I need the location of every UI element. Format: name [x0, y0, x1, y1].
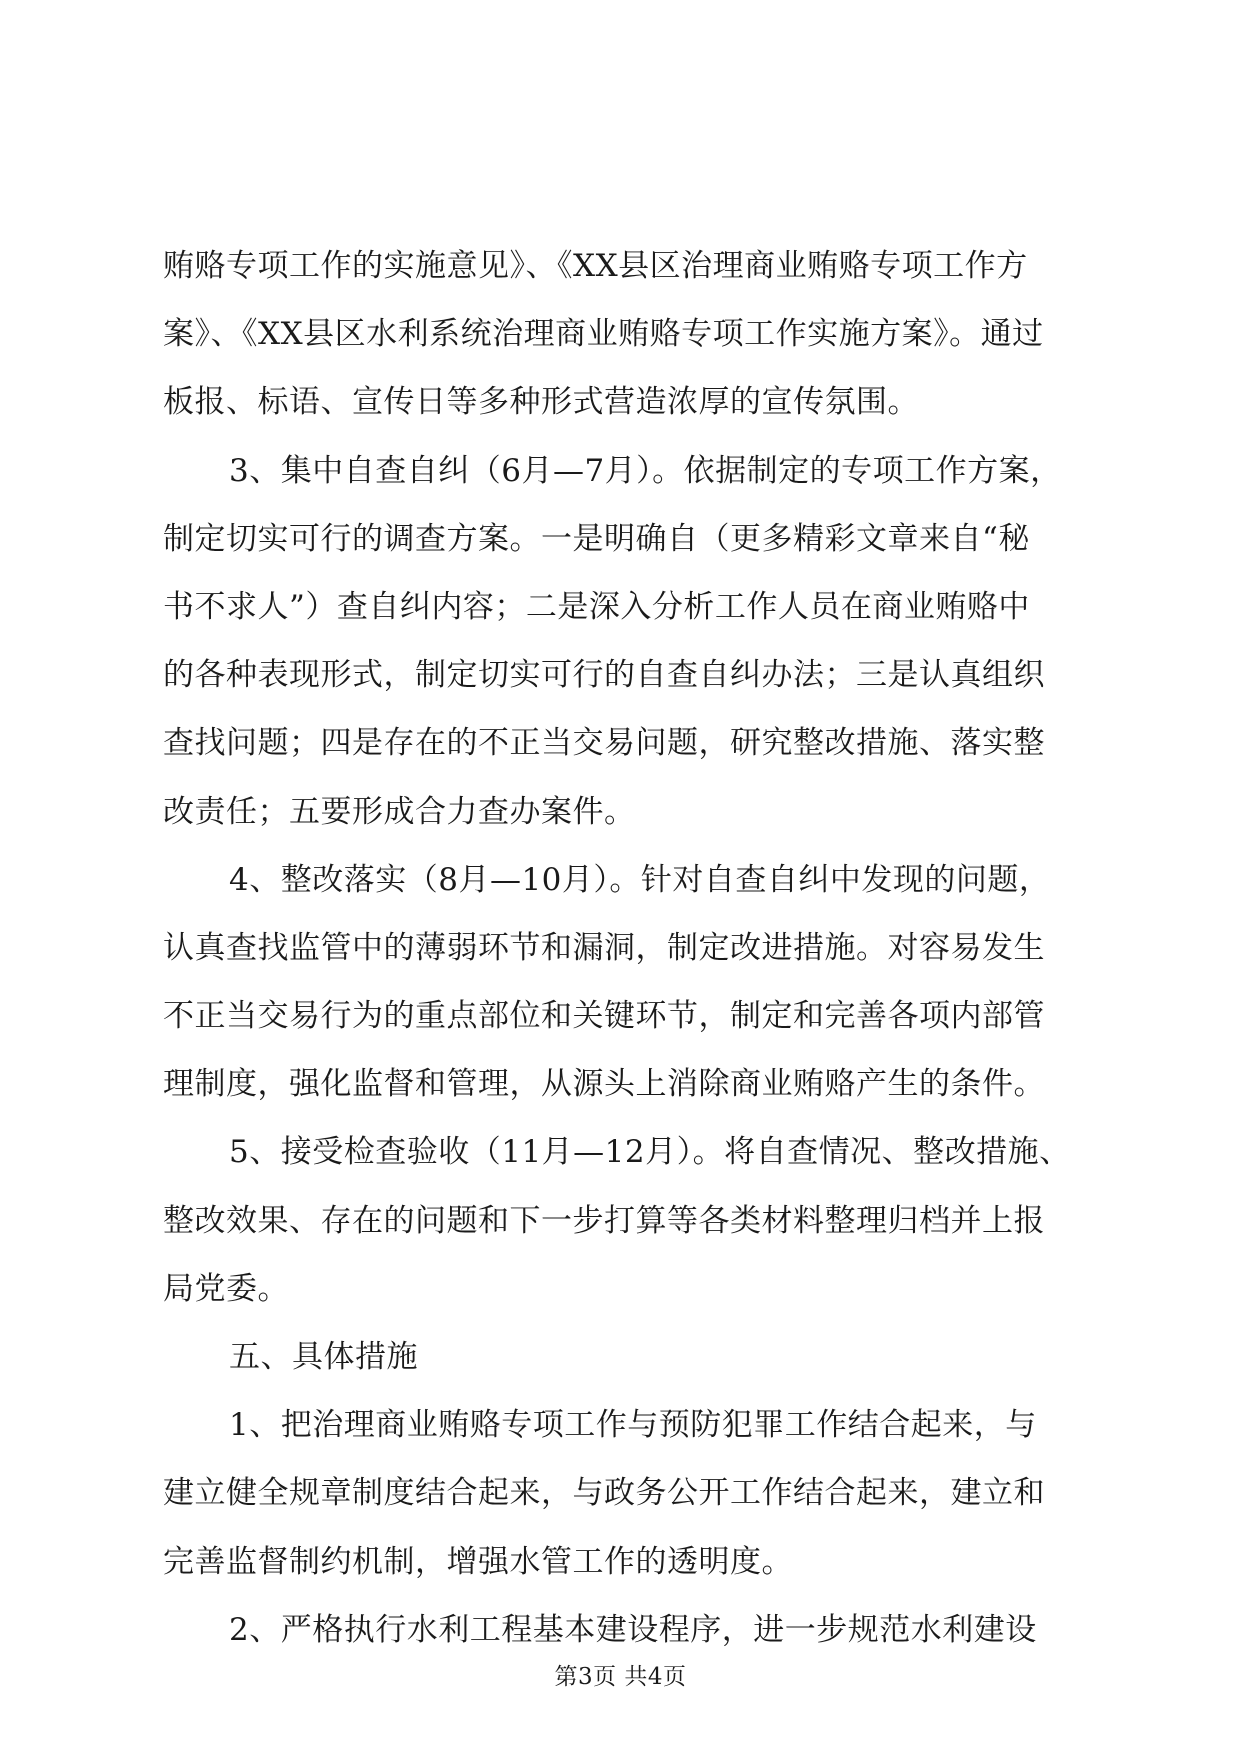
text-line: 理制度，强化监督和管理，从源头上消除商业贿赂产生的条件。: [163, 1066, 1045, 1103]
text-line: 改责任；五要形成合力查办案件。: [163, 793, 636, 830]
text-line: 查找问题；四是存在的不正当交易问题，研究整改措施、落实整: [163, 725, 1045, 762]
section-heading: 五、具体措施: [229, 1339, 418, 1375]
text-line: 整改效果、存在的问题和下一步打算等各类材料整理归档并上报: [163, 1202, 1045, 1239]
text-line: 3、集中自查自纠（6月—7月）。依据制定的专项工作方案，: [229, 452, 1062, 489]
text-line: 局党委。: [163, 1270, 289, 1307]
text-line: 完善监督制约机制，增强水管工作的透明度。: [163, 1543, 793, 1580]
text-line: 认真查找监管中的薄弱环节和漏洞，制定改进措施。对容易发生: [163, 929, 1045, 966]
document-body: [163, 232, 1093, 1664]
text-line: 的各种表现形式，制定切实可行的自查自纠办法；三是认真组织: [163, 657, 1045, 694]
text-line: 4、整改落实（8月—10月）。针对自查自纠中发现的问题，: [229, 861, 1051, 898]
text-line: 5、接受检查验收（11月—12月）。将自查情况、整改措施、: [229, 1134, 1071, 1171]
text-line: 2、严格执行水利工程基本建设程序，进一步规范水利建设: [229, 1611, 1037, 1648]
text-line: 板报、标语、宣传日等多种形式营造浓厚的宣传氛围。: [163, 384, 919, 421]
text-line: 不正当交易行为的重点部位和关键环节，制定和完善各项内部管: [163, 998, 1045, 1035]
text-line: 案》、《XX县区水利系统治理商业贿赂专项工作实施方案》。通过: [163, 316, 1044, 353]
text-line: 贿赂专项工作的实施意见》、《XX县区治理商业贿赂专项工作方: [163, 248, 1028, 284]
text-line: 制定切实可行的调查方案。一是明确自（更多精彩文章来自“秘: [163, 520, 1030, 557]
text-line: 书不求人”）查自纠内容；二是深入分析工作人员在商业贿赂中: [163, 588, 1030, 625]
page-number-footer: 第3页 共4页: [554, 1664, 687, 1690]
text-line: 建立健全规章制度结合起来，与政务公开工作结合起来，建立和: [163, 1475, 1045, 1512]
text-line: 1、把治理商业贿赂专项工作与预防犯罪工作结合起来，与: [229, 1407, 1037, 1444]
